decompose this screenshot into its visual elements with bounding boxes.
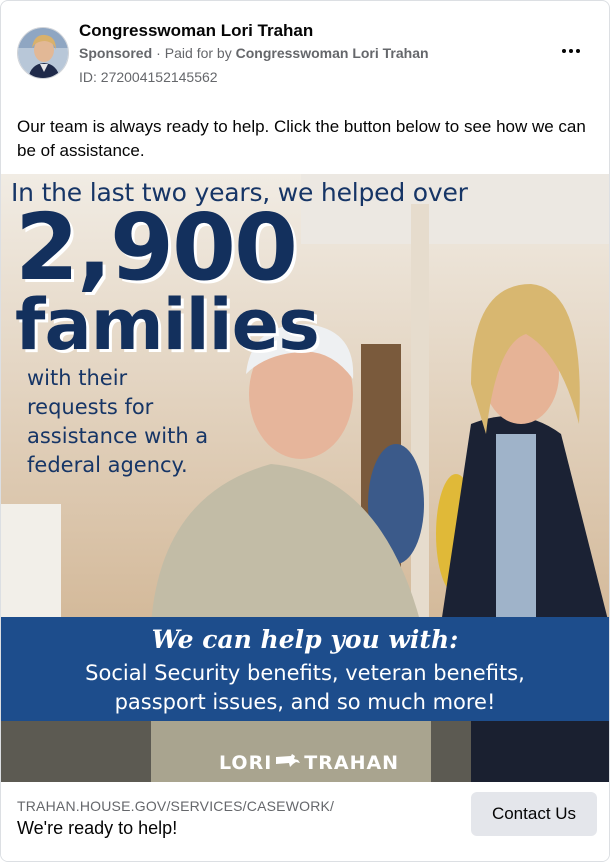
post-header: [1, 1, 609, 101]
subcopy-line: federal agency.: [27, 453, 188, 477]
ad-id: ID: 272004152145562: [79, 69, 218, 85]
paid-for-name[interactable]: Congresswoman Lori Trahan: [235, 45, 429, 61]
paid-for-prefix: Paid for by: [164, 45, 232, 61]
creative-headline: In the last two years, we helped over: [11, 178, 468, 207]
more-horizontal-icon-dot: [569, 49, 573, 53]
logo-text-right: TRAHAN: [304, 752, 400, 774]
post-body-text: Our team is always ready to help. Click the button below to see how we can be of assistance.: [17, 117, 586, 160]
creative-big-number: 2,900: [15, 194, 297, 301]
link-headline[interactable]: We're ready to help!: [17, 818, 178, 838]
subcopy-line: assistance with a: [27, 424, 209, 448]
creative-subcopy: [27, 364, 267, 480]
banner-title: We can help you with:: [151, 625, 459, 654]
creative-banner: [1, 617, 609, 721]
subcopy-line: requests for: [27, 395, 154, 419]
page-avatar[interactable]: [17, 27, 69, 79]
contact-us-button[interactable]: Contact Us: [471, 792, 597, 836]
creative-logo: [219, 752, 399, 774]
logo-text-left: LORI: [219, 752, 273, 774]
ad-creative-image[interactable]: [1, 174, 609, 782]
more-horizontal-icon: [562, 49, 566, 53]
sponsored-meta: [79, 45, 429, 61]
sponsored-label[interactable]: Sponsored: [79, 45, 153, 61]
meta-separator: ·: [156, 45, 161, 61]
creative-big-word: families: [15, 284, 319, 366]
link-domain[interactable]: TRAHAN.HOUSE.GOV/SERVICES/CASEWORK/: [17, 798, 335, 814]
banner-line: passport issues, and so much more!: [114, 690, 496, 714]
massachusetts-state-icon: [275, 752, 301, 774]
subcopy-line: with their: [27, 366, 128, 390]
banner-line: Social Security benefits, veteran benefits,: [85, 661, 525, 685]
link-preview-footer[interactable]: [1, 782, 609, 862]
page-name-link[interactable]: Congresswoman Lori Trahan: [79, 21, 314, 40]
more-options-button[interactable]: [555, 39, 587, 63]
more-horizontal-icon-dot: [576, 49, 580, 53]
